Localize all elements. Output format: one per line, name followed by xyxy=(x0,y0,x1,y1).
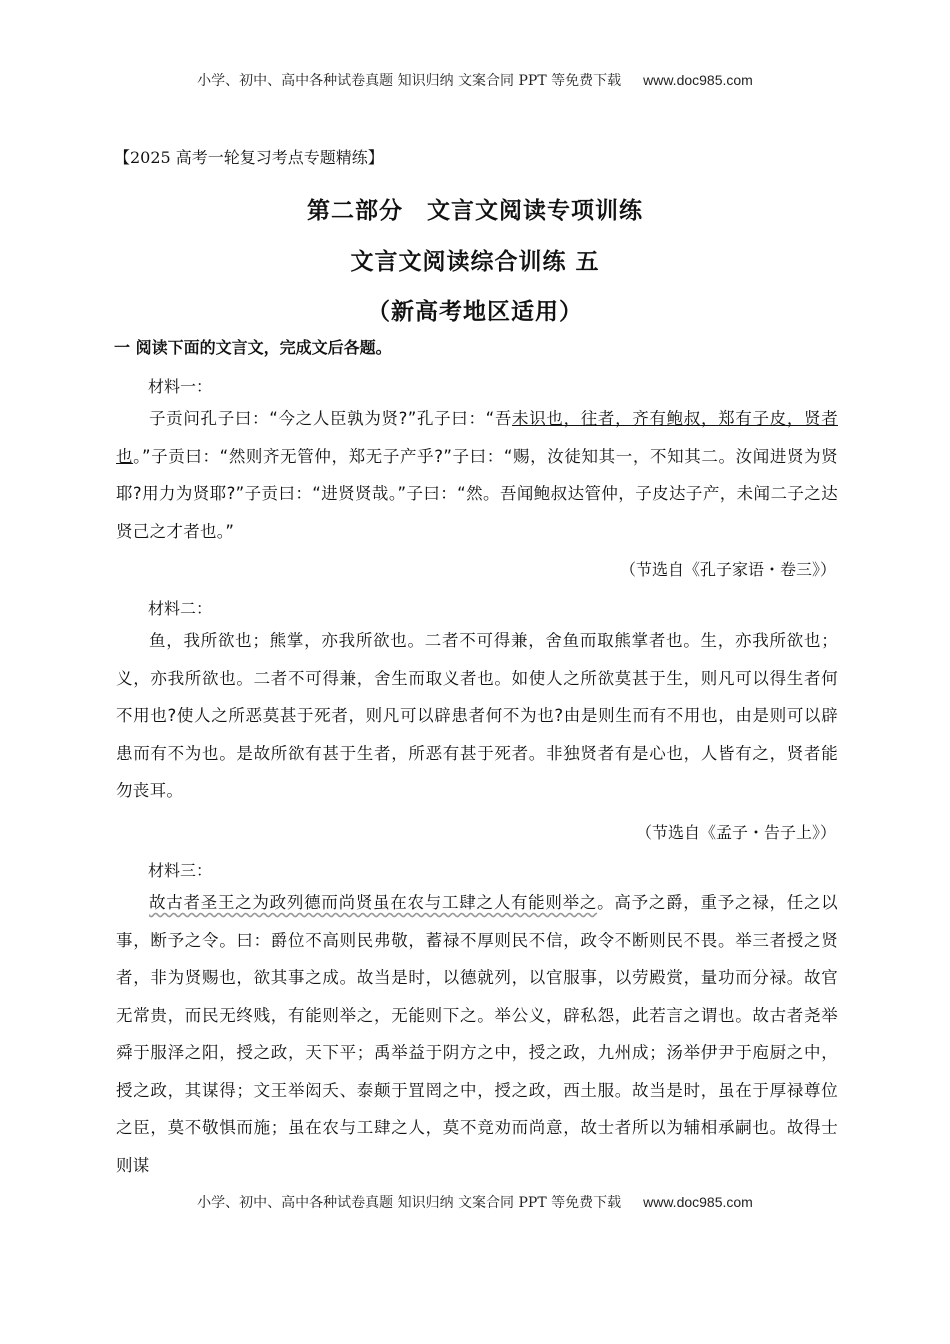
part-title: 第二部分 文言文阅读专项训练 xyxy=(307,198,643,224)
material-2-source: （节选自《孟子・告子上》） xyxy=(635,823,836,842)
material-3-text xyxy=(116,884,838,1180)
wavy-underlined-sentence: 故古者圣王之为政列德而尚贤虽在农与工肆之人有能则举之 xyxy=(149,893,598,912)
material-2-label: 材料二： xyxy=(148,599,213,618)
material-3-label: 材料三： xyxy=(148,861,213,880)
underlined-sentence: 未识也，往者，齐有鲍叔，郑有子皮，贤者也 xyxy=(116,409,838,466)
material-1-label: 材料一： xyxy=(148,377,213,396)
series-tag: 【2025 高考一轮复习考点专题精练】 xyxy=(114,148,384,167)
region-subtitle: （新高考地区适用） xyxy=(367,299,583,325)
page-footer xyxy=(0,1192,950,1212)
material-1-source: （节选自《孔子家语・卷三》） xyxy=(619,560,836,579)
footer-site-link[interactable]: www.doc985.com xyxy=(643,1194,753,1210)
header-site-link[interactable]: www.doc985.com xyxy=(643,72,753,88)
text-segment: 。高予之爵，重予之禄，任之以事，断予之令。曰：爵位不高则民弗敬，蓄禄不厚则民不信，政令不断则民不畏。举三者授之贤者，非为贤赐也，欲其事之成。故当是时，以德就列，以官服事，以劳殿赏，量功而分禄。故官无常贵，而民无终贱，有能则举之，无能则下之。举公义，辟私怨，此若言之谓也。故古者尧举舜于服泽之阳，授之政，天下平；禹举益于阴方之中，授之政，九州成；汤举伊尹于庖厨之中，授之政，其谋得；文王举闳夭、泰颠于罝罔之中，授之政，西土服。故当是时，虽在于厚禄尊位之臣，莫不敬惧而施；虽在农与工肆之人，莫不竞劝而尚意，故士者所以为辅相承嗣也。故得士则谋 xyxy=(116,893,838,1175)
header-text: 小学、初中、高中各种试卷真题 知识归纳 文案合同 PPT 等免费下载 xyxy=(197,73,622,89)
material-2-text xyxy=(116,622,838,810)
text-segment: 鱼，我所欲也；熊掌，亦我所欲也。二者不可得兼，舍鱼而取熊掌者也。生，亦我所欲也；义，亦我所欲也。二者不可得兼，舍生而取义者也。如使人之所欲莫甚于生，则凡可以得生者何不用也?使人之所恶莫甚于死者，则凡可以辟患者何不为也?由是则生而有不用也，由是则可以辟患而有不为也。是故所欲有甚于生者，所恶有甚于死者。非独贤者有是心也，人皆有之，贤者能勿丧耳。 xyxy=(116,631,838,800)
question-instruction: 一 阅读下面的文言文，完成文后各题。 xyxy=(114,338,392,357)
page-header xyxy=(0,70,950,90)
text-segment: 子贡问孔子曰：“今之人臣孰为贤?”孔子曰：“吾 xyxy=(149,409,513,428)
exercise-title: 文言文阅读综合训练 五 xyxy=(350,249,600,275)
footer-text: 小学、初中、高中各种试卷真题 知识归纳 文案合同 PPT 等免费下载 xyxy=(197,1195,622,1211)
text-segment: 。”子贡曰：“然则齐无管仲，郑无子产乎?”子曰：“赐，汝徒知其一，不知其二。汝闻进贤为贤耶?用力为贤耶?”子贡曰：“进贤贤哉。”子曰：“然。吾闻鲍叔达管仲，子皮达子产，未闻二子之达贤己之才者也。” xyxy=(116,446,838,541)
material-1-text xyxy=(116,400,838,550)
